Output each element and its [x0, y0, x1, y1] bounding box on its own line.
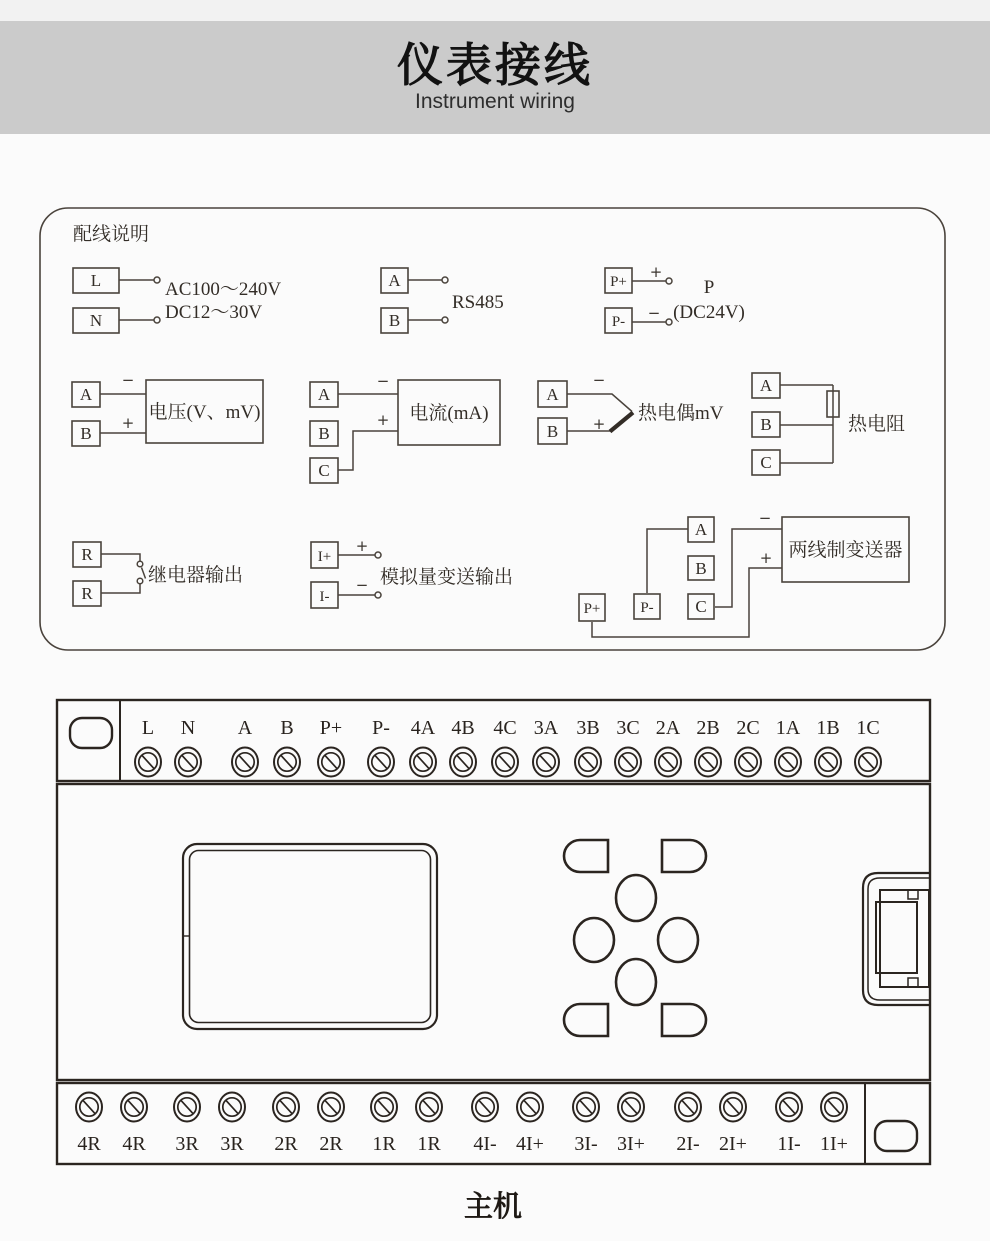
connector-window	[876, 902, 917, 973]
key-top-left	[564, 840, 608, 872]
wire	[101, 584, 140, 593]
top-screw-terminals	[135, 748, 881, 777]
wire	[101, 554, 140, 561]
wire	[592, 568, 782, 637]
terminal-label: 2R	[319, 1133, 343, 1155]
screw-terminal-icon	[410, 748, 436, 777]
screw-terminal-icon	[675, 1093, 701, 1122]
terminal-label: 4B	[451, 717, 475, 739]
terminal-label: 3A	[533, 717, 559, 739]
terminal-label: A	[79, 385, 93, 404]
voltage-label: 电压(V、mV)	[148, 402, 261, 423]
terminal-label: P+	[319, 717, 343, 739]
current-input-section	[310, 372, 500, 483]
terminal-label: 3I+	[617, 1133, 645, 1155]
display-inner-frame	[190, 851, 431, 1023]
wire	[567, 394, 632, 412]
terminal-label: A	[237, 717, 253, 739]
terminal-label: B	[318, 424, 330, 443]
terminal-label: 3R	[175, 1133, 199, 1155]
screw-terminal-icon	[815, 748, 841, 777]
terminal-label: 1R	[372, 1133, 396, 1155]
screw-terminal-icon	[775, 748, 801, 777]
thermocouple-label: 热电偶mV	[638, 403, 724, 424]
screw-terminal-icon	[450, 748, 476, 777]
minus-sign: −	[647, 304, 661, 322]
minus-sign: −	[592, 371, 606, 389]
terminal-label: A	[759, 376, 773, 395]
screw-terminal-icon	[735, 748, 761, 777]
terminal-label: I+	[317, 549, 332, 565]
analog-output-section	[311, 537, 513, 608]
terminal-label: 2B	[696, 717, 720, 739]
terminal-label: 4A	[410, 717, 436, 739]
terminal-label: 4I-	[473, 1133, 497, 1155]
relay-output-section	[73, 542, 243, 606]
terminal-label: B	[388, 311, 401, 330]
wire	[338, 431, 398, 470]
terminal-label: N	[180, 717, 196, 739]
screw-terminal-icon	[219, 1093, 245, 1122]
terminal-label: C	[318, 461, 330, 480]
terminal-label: A	[546, 385, 559, 404]
switch-contact-node	[137, 578, 143, 584]
terminal-label: B	[760, 415, 772, 434]
terminal-label: 1C	[856, 717, 880, 739]
screw-terminal-icon	[492, 748, 518, 777]
screw-terminal-icon	[517, 1093, 543, 1122]
side-connector	[863, 873, 929, 1005]
plus-sign: +	[759, 549, 773, 567]
terminal-label: 3C	[616, 717, 640, 739]
screw-terminal-icon	[368, 748, 394, 777]
terminal-label: P-	[611, 314, 626, 330]
bottom-screw-terminals	[76, 1093, 847, 1122]
screw-terminal-icon	[575, 748, 601, 777]
power-rating-line2: DC12～30V	[165, 302, 263, 323]
thermocouple-junction	[610, 413, 633, 432]
aux-power-spec: (DC24V)	[673, 302, 745, 323]
page-title: 仪表接线	[397, 38, 593, 91]
screw-terminal-icon	[274, 748, 300, 777]
rs485-section	[381, 268, 504, 333]
terminal-label: 1B	[816, 717, 840, 739]
screw-terminal-icon	[472, 1093, 498, 1122]
terminal-label: N	[89, 311, 103, 330]
terminal-label: P+	[583, 601, 601, 617]
current-label: 电流(mA)	[409, 403, 489, 424]
screw-terminal-icon	[720, 1093, 746, 1122]
terminal-label: 2I+	[719, 1133, 747, 1155]
screw-terminal-icon	[76, 1093, 102, 1122]
front-panel	[57, 784, 930, 1080]
terminal-label: R	[81, 545, 93, 564]
terminal-label: B	[80, 424, 92, 443]
key-up	[616, 875, 656, 921]
terminal-label: 4R	[77, 1133, 101, 1155]
terminal-label: 2R	[274, 1133, 298, 1155]
screw-terminal-icon	[175, 748, 201, 777]
power-supply-section	[73, 268, 281, 333]
transmitter-label: 两线制变送器	[788, 540, 903, 561]
key-right	[658, 918, 698, 962]
display-window	[183, 844, 437, 1029]
terminal-label: 3I-	[574, 1133, 598, 1155]
rtd-label: 热电阻	[848, 414, 906, 435]
screw-terminal-icon	[615, 748, 641, 777]
terminal-label: R	[81, 584, 93, 603]
top-terminal-labels	[142, 717, 880, 739]
terminal-label: P-	[372, 717, 390, 739]
bottom-terminal-labels	[77, 1133, 848, 1155]
connector-shell-inner	[868, 878, 929, 1000]
mounting-slot	[875, 1121, 917, 1151]
connector-notch	[908, 978, 918, 987]
terminal-label: C	[760, 453, 772, 472]
screw-terminal-icon	[533, 748, 559, 777]
screw-terminal-icon	[695, 748, 721, 777]
terminal-label: A	[694, 520, 708, 539]
screw-terminal-icon	[232, 748, 258, 777]
wire-end-node	[442, 317, 448, 323]
key-bottom-right	[662, 1004, 706, 1036]
plus-sign: +	[121, 414, 135, 432]
screw-terminal-icon	[776, 1093, 802, 1122]
instructions-title: 配线说明	[73, 224, 150, 245]
plus-sign: +	[376, 411, 390, 429]
terminal-label: 2I-	[676, 1133, 700, 1155]
device-caption: 主机	[463, 1191, 523, 1223]
screw-terminal-icon	[273, 1093, 299, 1122]
terminal-label: 4R	[122, 1133, 146, 1155]
terminal-label: 3B	[576, 717, 600, 739]
connector-notch	[908, 890, 918, 899]
terminal-label: 3R	[220, 1133, 244, 1155]
wire-end-node	[375, 592, 381, 598]
wire-end-node	[666, 278, 672, 284]
connector-shell-outer	[863, 873, 929, 1005]
main-unit	[57, 700, 930, 1223]
mounting-slot	[70, 718, 112, 748]
wire	[647, 529, 688, 593]
terminal-label: 2A	[655, 717, 681, 739]
screw-terminal-icon	[618, 1093, 644, 1122]
key-top-right	[662, 840, 706, 872]
aux-power-section	[605, 263, 745, 333]
minus-sign: −	[376, 372, 390, 390]
switch-blade	[142, 568, 146, 579]
terminal-label: P-	[640, 600, 654, 616]
terminal-label: A	[388, 271, 401, 290]
key-down	[616, 959, 656, 1005]
terminal-label: 1R	[417, 1133, 441, 1155]
terminal-label: C	[695, 597, 707, 616]
page-subtitle: Instrument wiring	[415, 90, 575, 114]
relay-label: 继电器输出	[148, 565, 244, 586]
screw-terminal-icon	[318, 748, 344, 777]
wire-end-node	[154, 277, 160, 283]
aux-power-name: P	[703, 277, 715, 298]
terminal-label: 4I+	[516, 1133, 544, 1155]
terminal-label: L	[141, 717, 155, 739]
terminal-label: B	[695, 559, 707, 578]
terminal-label: 1A	[775, 717, 801, 739]
terminal-label: 2C	[736, 717, 760, 739]
display-outer-frame	[183, 844, 437, 1029]
wire-end-node	[375, 552, 381, 558]
transmitter-section	[579, 509, 909, 637]
minus-sign: −	[121, 371, 135, 389]
keypad	[564, 840, 706, 1036]
screw-terminal-icon	[318, 1093, 344, 1122]
terminal-label: 1I+	[820, 1133, 848, 1155]
screw-terminal-icon	[371, 1093, 397, 1122]
wire-end-node	[666, 319, 672, 325]
switch-contact-node	[137, 561, 143, 567]
key-bottom-left	[564, 1004, 608, 1036]
thermocouple-section	[538, 371, 724, 444]
power-rating-line1: AC100～240V	[165, 279, 282, 300]
screw-terminal-icon	[135, 748, 161, 777]
terminal-label: L	[90, 271, 102, 290]
screw-terminal-icon	[174, 1093, 200, 1122]
terminal-label: A	[317, 385, 331, 404]
terminal-label: B	[546, 422, 559, 441]
rtd-section	[752, 373, 905, 475]
screw-terminal-icon	[573, 1093, 599, 1122]
minus-sign: −	[355, 576, 369, 594]
terminal-label: 4C	[493, 717, 517, 739]
analog-output-label: 模拟量变送输出	[380, 567, 514, 588]
screw-terminal-icon	[821, 1093, 847, 1122]
terminal-label: P+	[610, 274, 627, 290]
terminal-label: I-	[319, 589, 330, 605]
terminal-label: B	[280, 717, 294, 739]
rs485-label: RS485	[452, 292, 504, 313]
plus-sign: +	[649, 263, 663, 281]
minus-sign: −	[758, 509, 772, 527]
terminal-label: 1I-	[777, 1133, 801, 1155]
plus-sign: +	[592, 415, 606, 433]
wire-end-node	[442, 277, 448, 283]
screw-terminal-icon	[855, 748, 881, 777]
screw-terminal-icon	[121, 1093, 147, 1122]
wiring-instructions-box	[40, 208, 945, 650]
plus-sign: +	[355, 537, 369, 555]
screw-terminal-icon	[416, 1093, 442, 1122]
wire-end-node	[154, 317, 160, 323]
key-left	[574, 918, 614, 962]
screw-terminal-icon	[655, 748, 681, 777]
voltage-input-section	[72, 371, 263, 446]
